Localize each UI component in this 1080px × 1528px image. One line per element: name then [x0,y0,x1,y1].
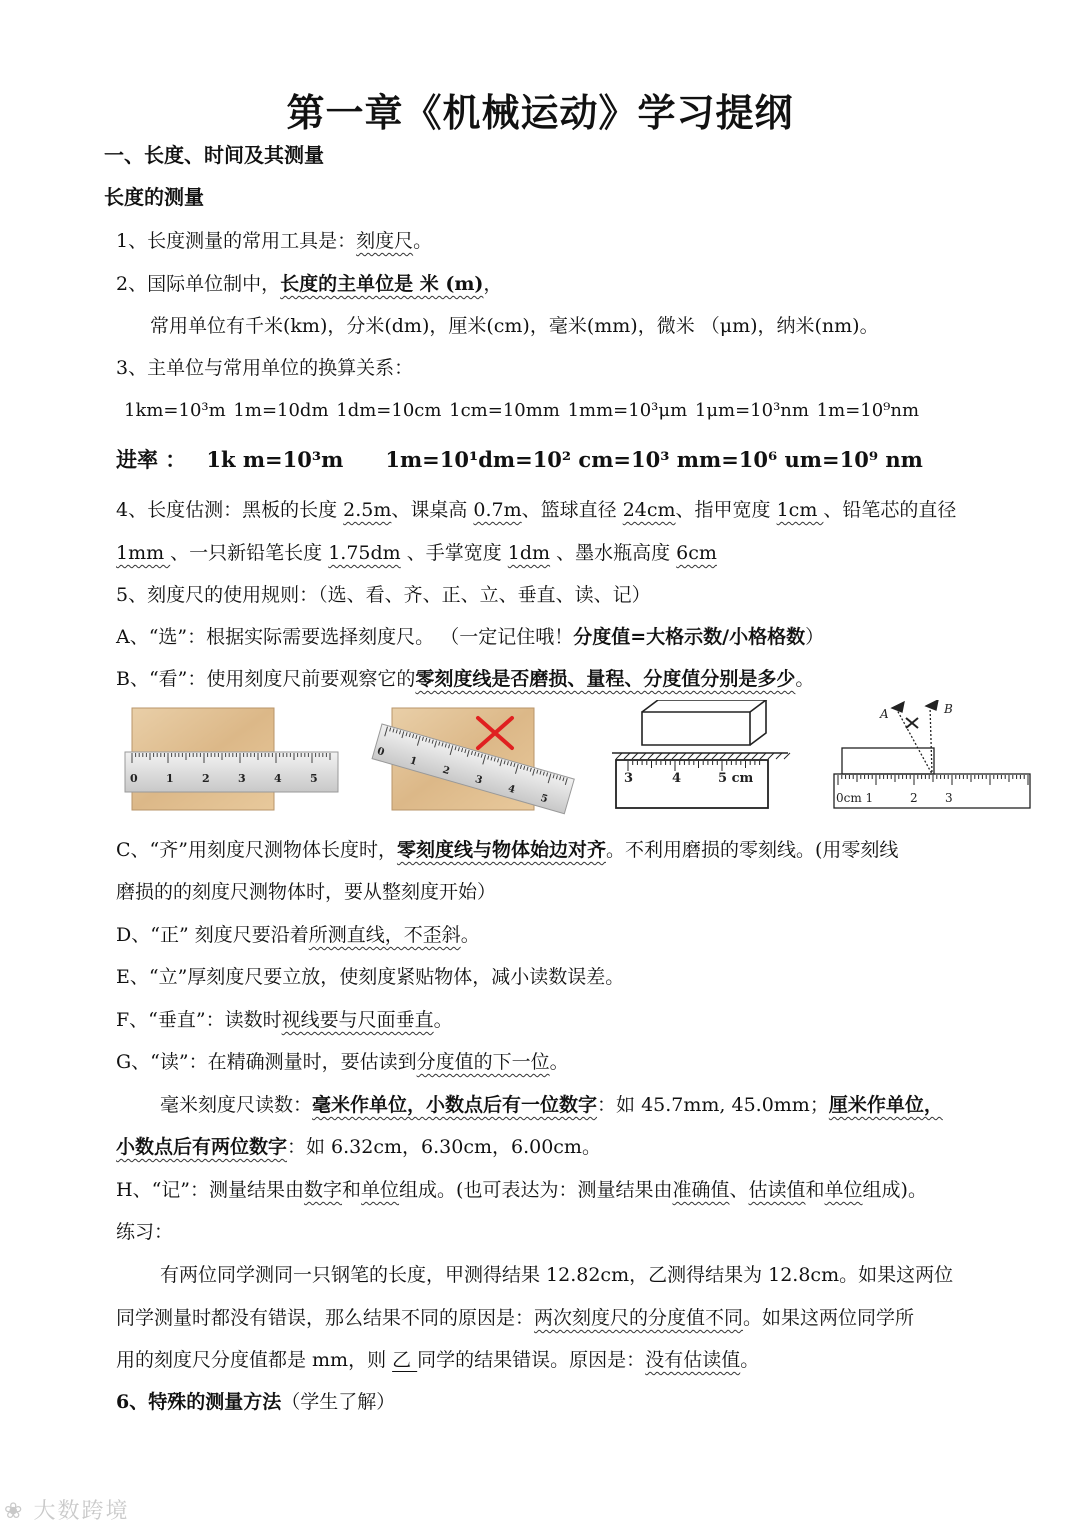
line-cm [116,1134,1080,1160]
f2-tick-2: 2 [441,764,451,778]
f2-tick-1: 1 [408,755,419,768]
jinlv-b: 1m=10¹dm=10² cm=10³ mm=10⁶ um=10⁹ nm [385,447,923,472]
hatch-mark [752,753,758,759]
line-c2: 磨损的的刻度尺测物体时，要从整刻度开始） [116,881,497,903]
line-units: 常用单位有千米(km)，分米(dm)，厘米(cm)，毫米(mm)，微米 （μm)，纳米(nm)。 [150,315,879,337]
hatch-mark [768,753,774,759]
hatch-mark [632,753,638,759]
eye-a-icon [892,702,904,712]
f1-tick-5: 5 [310,772,318,785]
est-text-4: 、指甲宽度 [675,499,777,521]
est-value-8: 6cm [676,542,717,564]
f1-tick-2: 2 [202,772,210,785]
watermark-text: 大数跨境 [33,1499,130,1524]
line-g-end: 。 [549,1051,569,1073]
surface-hatch [616,753,790,759]
line-mm-example: ：如 45.7mm, 45.0mm； [597,1094,829,1116]
hatch-mark [736,753,742,759]
line-h-11: 组成)。 [862,1179,927,1201]
jinlv-label: 进率 ： [116,448,187,472]
est-text-5: 、铅笔芯的直径 [823,499,957,521]
f3-tick-4: 4 [672,771,682,786]
label-b: B [944,702,953,716]
cross-mark-icon [906,718,918,728]
est-value-5: 1mm [116,542,171,564]
line-g [116,1049,1080,1075]
block-front-top [642,712,750,745]
hatch-mark [696,753,702,759]
practice-p2-end: 。如果这两位同学所 [743,1307,915,1329]
ruler-1 [125,752,338,792]
ruler-figures [120,700,1040,820]
line-c-text: C、“齐”用刻度尺测物体长度时， [116,839,397,861]
line-a-text: A、“选”：根据实际需要选择刻度尺。 （一定记住哦！ [116,626,574,648]
line-d [116,922,1080,948]
practice-p3-reason: 没有估读值 [645,1349,741,1371]
line-h [116,1177,1080,1203]
line-h-9: 和 [805,1179,825,1201]
practice-p2 [116,1305,1080,1331]
hatch-mark [776,753,782,759]
line-c-end: 。不利用磨损的零刻线。(用零刻线 [605,839,899,861]
line-6-text: 6、特殊的测量方法 [116,1391,282,1413]
hatch-mark [728,753,734,759]
est-text-3: 、篮球直径 [521,499,623,521]
line-h-2: 数字 [304,1179,343,1201]
line-e: E、“立”厚刻度尺要立放，使刻度紧贴物体，减小读数误差。 [116,966,625,988]
est-text-1: 4、长度估测：黑板的长度 [116,499,344,521]
hatch-mark [720,753,726,759]
practice-p2-text: 同学测量时都没有错误，那么结果不同的原因是： [116,1307,535,1329]
hatch-mark [704,753,710,759]
hatch-mark [648,753,654,759]
practice-p3 [116,1347,1080,1373]
line-mm-rule: 毫米作单位，小数点后有一位数字 [312,1094,598,1116]
line-5: 5、刻度尺的使用规则：（选、看、齐、正、立、垂直、读、记） [116,584,651,606]
line-f-answer: 视线要与尺面垂直 [281,1009,434,1031]
line-6-note: （学生了解） [281,1391,396,1413]
f4-tick-2: 2 [910,791,918,805]
figure-tilted-ruler [372,708,574,814]
line-f [116,1007,1080,1033]
est-value-7: 1dm [507,542,551,564]
practice-p3-mid: 同学的结果错误。原因是： [417,1349,646,1371]
hatch-mark [688,753,694,759]
line-h-4: 单位 [361,1179,400,1201]
est-text-6: 、一只新铅笔长度 [170,542,329,564]
line-2-answer: 长度的主单位是 米 (m) [280,273,484,295]
line-1-text: 1、长度测量的常用工具是： [116,230,357,252]
f4-tick-3: 3 [945,791,953,805]
line-h-3: 和 [342,1179,362,1201]
line-h-8: 估读值 [748,1179,806,1201]
hatch-mark [784,753,790,759]
figure-thick-ruler [612,700,790,808]
est-value-2: 0.7m [473,499,522,521]
block-top [642,700,766,712]
ruler-4-labels [836,702,953,805]
line-h-7: 、 [729,1179,749,1201]
eye-b-icon [926,700,938,710]
line-4a [116,497,1080,523]
line-d-answer: 所测直线，不歪斜 [308,924,461,946]
line-4b [116,540,1080,566]
f3-tick-3: 3 [624,771,634,786]
jinlv-a: 1k m=10³m [206,447,344,472]
page-title: 第一章《机械运动》学习提纲 [286,91,794,135]
ruler-3-labels [624,771,753,786]
line-cm-rule: 厘米作单位， [828,1094,943,1116]
hatch-mark [624,753,630,759]
f1-tick-0: 0 [130,772,138,785]
line-b-answer: 零刻度线是否磨损、量程、分度值分别是多少 [415,668,796,690]
f2-tick-5: 5 [539,792,549,806]
line-1-answer: 刻度尺 [356,230,414,252]
hatch-mark [656,753,662,759]
est-text-7: 、手掌宽度 [400,542,508,564]
line-f-end: 。 [433,1009,453,1031]
line-a-formula: 分度值=大格示数/小格格数 [573,626,806,648]
f1-tick-3: 3 [238,772,246,785]
est-value-1: 2.5m [343,499,392,521]
hatch-mark [616,753,622,759]
line-1 [116,228,1080,254]
hatch-mark [664,753,670,759]
est-value-6: 1.75dm [328,542,401,564]
f3-tick-5: 5 cm [718,771,754,786]
f1-tick-1: 1 [166,772,174,785]
line-d-text: D、“正” 刻度尺要沿着 [116,924,309,946]
est-text-8: 、墨水瓶高度 [550,542,677,564]
est-value-4: 1cm [776,499,824,521]
line-mm-text: 毫米刻度尺读数： [160,1094,313,1116]
practice-p2-answer: 两次刻度尺的分度值不同 [534,1307,744,1329]
line-a [116,624,1080,650]
est-text-2: 、课桌高 [391,499,474,521]
section-heading-2: 长度的测量 [104,185,204,209]
line-a-end: ） [805,626,825,648]
hatch-mark [672,753,678,759]
line-6 [116,1389,1080,1415]
section-heading-1: 一、长度、时间及其测量 [104,143,324,167]
f4-tick-0: 0cm 1 [836,791,874,805]
hatch-mark [640,753,646,759]
f2-tick-3: 3 [473,774,484,787]
watermark [4,1494,129,1525]
line-h-1: H、“记”：测量结果由 [116,1179,304,1201]
line-b [116,666,1080,692]
line-3: 3、主单位与常用单位的换算关系： [116,357,414,379]
line-2 [116,271,1080,297]
sight-line-a [896,708,932,774]
hatch-mark [712,753,718,759]
line-h-10: 单位 [824,1179,863,1201]
practice-label: 练习： [116,1221,174,1243]
line-2-text: 2、国际单位制中， [116,273,281,295]
label-a: A [880,707,889,721]
object-block [842,748,934,774]
practice-p3-end: 。 [740,1349,760,1371]
hatch-mark [744,753,750,759]
line-cm-example: ：如 6.32cm，6.30cm，6.00cm。 [287,1136,601,1158]
ruler-4-ticks [838,775,1028,785]
f2-tick-4: 4 [506,783,517,796]
figure-eye-position [834,700,1030,808]
conversion-line: 1km=10³m 1m=10dm 1dm=10cm 1cm=10mm 1mm=10³μm 1μm=10³nm 1m=10⁹nm [124,400,920,421]
line-mm [160,1092,1080,1118]
hatch-mark [760,753,766,759]
est-value-3: 24cm [622,499,676,521]
line-d-end: 。 [460,924,480,946]
practice-p3-answer: 乙 [392,1349,418,1371]
line-1-end: 。 [413,230,433,252]
practice-p3-text: 用的刻度尺分度值都是 mm，则 [116,1349,393,1371]
line-c-answer: 零刻度线与物体始边对齐 [396,839,606,861]
figure-correct-ruler [125,708,338,810]
jinlv-line [116,445,1080,476]
f2-tick-0: 0 [375,745,386,759]
line-c [116,837,1080,863]
line-cm-rule-2: 小数点后有两位数字 [116,1136,288,1158]
line-b-text: B、“看”：使用刻度尺前要观察它的 [116,668,416,690]
practice-p1: 有两位同学测同一只钢笔的长度，甲测得结果 12.82cm，乙测得结果为 12.8cm。如果这两位 [160,1264,954,1286]
line-h-5: 组成。(也可表达为：测量结果由 [399,1179,673,1201]
hatch-mark [680,753,686,759]
watermark-logo-icon: ❀ [4,1499,25,1524]
line-2-end: ， [483,273,503,295]
line-b-end: 。 [795,668,815,690]
line-g-answer: 分度值的下一位 [416,1051,550,1073]
sight-line-b [930,706,932,774]
line-f-text: F、“垂直”：读数时 [116,1009,282,1031]
ruler-3-ticks [628,761,760,771]
line-h-6: 准确值 [672,1179,730,1201]
line-g-text: G、“读”：在精确测量时，要估读到 [116,1051,417,1073]
f1-tick-4: 4 [274,772,282,785]
